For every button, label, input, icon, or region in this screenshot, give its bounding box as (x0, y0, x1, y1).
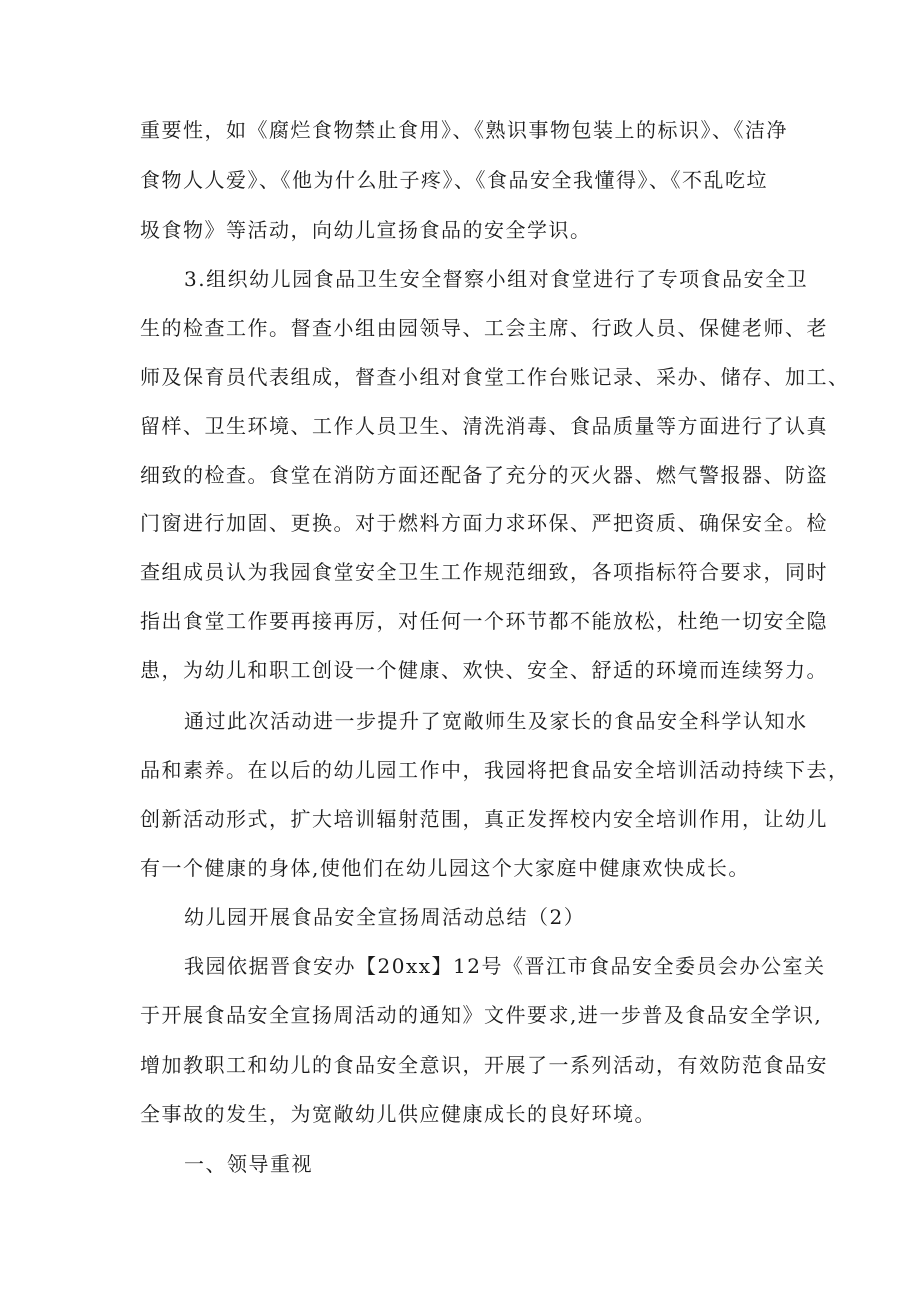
text-line: 细致的检查。食堂在消防方面还配备了充分的灭火器、燃气警报器、防盗 (140, 463, 828, 487)
text-line: 品和素养。在以后的幼儿园工作中，我园将把食品安全培训活动持续下去， (140, 758, 850, 782)
text-line: 有一个健康的身体,使他们在幼儿园这个大家庭中健康欢快成长。 (140, 856, 750, 880)
text-line: 指出食堂工作要再接再厉，对任何一个环节都不能放松，杜绝一切安全隐 (140, 609, 828, 633)
text-line: 门窗进行加固、更换。对于燃料方面力求环保、严把资质、确保安全。检 (140, 511, 828, 535)
text-line: 师及保育员代表组成，督查小组对食堂工作台账记录、采办、储存、加工、 (140, 365, 850, 389)
text-line: 圾食物》等活动，向幼儿宣扬食品的安全学识。 (140, 218, 592, 242)
text-line: 于开展食品安全宣扬周活动的通知》文件要求,进一步普及食品安全学识, (140, 1003, 823, 1027)
text-line: 留样、卫生环境、工作人员卫生、清洗消毒、食品质量等方面进行了认真 (140, 414, 828, 438)
text-line: 查组成员认为我园食堂安全卫生工作规范细致，各项指标符合要求，同时 (140, 560, 828, 584)
text-line: 全事故的发生，为宽敞幼儿供应健康成长的良好环境。 (140, 1102, 656, 1126)
text-line: 创新活动形式，扩大培训辐射范围，真正发挥校内安全培训作用，让幼儿 (140, 807, 828, 831)
subsection-heading: 一、领导重视 (184, 1152, 313, 1176)
section-heading: 幼儿园开展食品安全宣扬周活动总结（2） (184, 905, 586, 929)
text-line: 3.组织幼儿园食品卫生安全督察小组对食堂进行了专项食品安全卫 (184, 267, 809, 291)
text-line: 食物人人爱》、《他为什么肚子疼》、《食品安全我懂得》、《不乱吃垃 (140, 168, 768, 192)
text-line: 我园依据晋食安办【20xx】12号《晋江市食品安全委员会办公室关 (184, 954, 826, 978)
text-line: 生的检查工作。督查小组由园领导、工会主席、行政人员、保健老师、老 (140, 316, 828, 340)
text-line: 增加教职工和幼儿的食品安全意识，开展了一系列活动，有效防范食品安 (140, 1053, 828, 1077)
text-line: 通过此次活动进一步提升了宽敞师生及家长的食品安全科学认知水 (184, 709, 808, 733)
text-line: 患，为幼儿和职工创设一个健康、欢快、安全、舒适的环境而连续努力。 (140, 658, 828, 682)
text-line: 重要性，如《腐烂食物禁止食用》、《熟识事物包装上的标识》、《洁净 (140, 118, 788, 142)
